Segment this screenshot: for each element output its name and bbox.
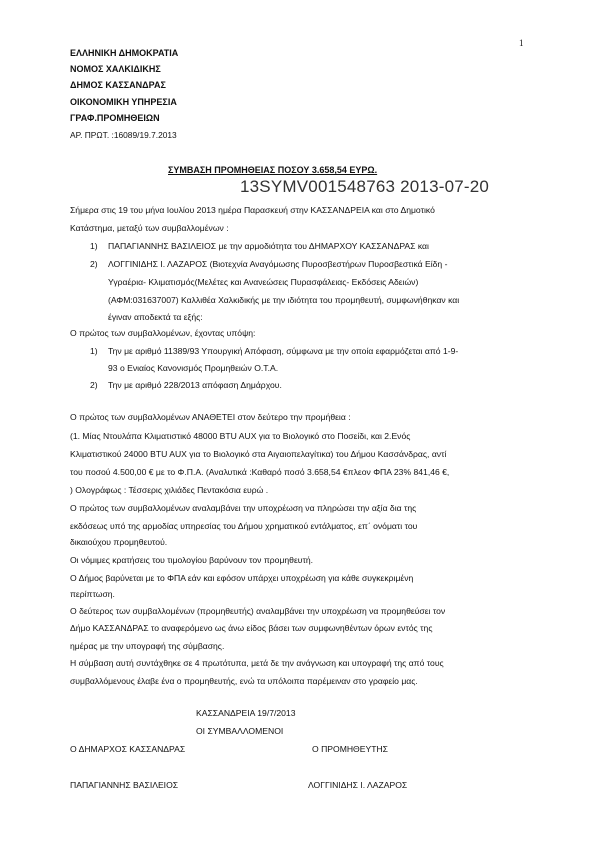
reference-1-number: 1) (90, 346, 98, 356)
signatory-left-role: Ο ΔΗΜΑΡΧΟΣ ΚΑΣΣΑΝΔΡΑΣ (70, 744, 186, 754)
header-line-4: ΟΙΚΟΝΟΜΙΚΗ ΥΠΗΡΕΣΙΑ (70, 97, 177, 107)
party-2-line-4: έγιναν αποδεκτά τα εξής: (108, 312, 203, 322)
body-line-8: δικαιούχου προμηθευτού. (70, 537, 168, 547)
body-line-14: ημέρας με την υπογραφή της σύμβασης. (70, 641, 225, 651)
party-2-number: 2) (90, 259, 98, 269)
body-line-9: Οι νόμιμες κρατήσεις του τιμολογίου βαρύνουν τον προμηθευτή. (70, 555, 314, 565)
closing-place-date: ΚΑΣΣΑΝΔΡΕΙΑ 19/7/2013 (196, 708, 296, 718)
header-line-3: ΔΗΜΟΣ ΚΑΣΣΑΝΔΡΑΣ (70, 80, 166, 90)
body-line-6: Ο πρώτος των συμβαλλομένων αναλαμβάνει την υποχρέωση να πληρώσει την αξία δια της (70, 503, 417, 513)
signatory-left-name: ΠΑΠΑΓΙΑΝΝΗΣ ΒΑΣΙΛΕΙΟΣ (70, 780, 179, 790)
header-line-2: ΝΟΜΟΣ ΧΑΛΚΙΔΙΚΗΣ (70, 64, 161, 74)
party-1-number: 1) (90, 241, 98, 251)
body-line-10: Ο Δήμος βαρύνεται με το ΦΠΑ εάν και εφόσον υπάρχει υποχρέωση για κάθε συγκεκριμένη (70, 573, 414, 583)
header-line-1: ΕΛΛΗΝΙΚΗ ΔΗΜΟΚΡΑΤΙΑ (70, 48, 179, 58)
intro-line-2: Κατάστημα, μεταξύ των συμβαλλομένων : (70, 223, 229, 233)
body-line-3: Κλιματιστικού 24000 BTU AUX για το Βιολογικό στα Αιγαιοπελαγίτικα) του Δήμου Κασσάνδρας, αντί (70, 449, 447, 459)
signatory-right-name: ΛΟΓΓΙΝΙΔΗΣ Ι. ΛΑΖΑΡΟΣ (308, 780, 408, 790)
body-line-5: ) Ολογράφως : Τέσσερις χιλιάδες Πεντακόσια ευρώ . (70, 485, 269, 495)
reference-1-line-2: 93 ο Ενιαίος Κανονισμός Προμηθειών Ο.Τ.Α. (108, 363, 279, 373)
body-line-13: Δήμο ΚΑΣΣΑΝΔΡΑΣ το αναφερόμενο ως άνω είδος βάσει των συμφωνηθέντων όρων εντός της (70, 623, 433, 633)
party-2-line-1: ΛΟΓΓΙΝΙΔΗΣ Ι. ΛΑΖΑΡΟΣ (Βιοτεχνία Αναγόμωσης Πυροσβεστήρων Πυροσβεστικά Είδη - (108, 259, 448, 269)
page-number: 1 (519, 38, 524, 48)
ada-stamp: 13SYMV001548763 2013-07-20 (240, 177, 490, 196)
header-line-5: ΓΡΑΦ.ΠΡΟΜΗΘΕΙΩΝ (70, 113, 160, 123)
protocol-number: ΑΡ. ΠΡΩΤ. :16089/19.7.2013 (70, 130, 177, 140)
body-line-16: συμβαλλόμενους έλαβε ένα ο προμηθευτής, ενώ τα υπόλοιπα παρέμειναν στο γραφείο μας. (70, 676, 418, 686)
party-2-line-3: (ΑΦΜ:031637007) Καλλιθέα Χαλκιδικής με την ιδιότητα του προμηθευτή, συμφωνήθηκαν και (108, 295, 460, 305)
signatory-right-role: Ο ΠΡΟΜΗΘΕΥΤΗΣ (312, 744, 388, 754)
body-line-15: Η σύμβαση αυτή συντάχθηκε σε 4 πρωτότυπα, μετά δε την ανάγνωση και υπογραφή της από τους (70, 658, 444, 668)
body-line-7: εκδόσεως υπό της αρμοδίας υπηρεσίας του Δήμου χρηματικού εντάλματος, επ΄ ονόματι του (70, 521, 418, 531)
body-line-12: Ο δεύτερος των συμβαλλομένων (προμηθευτής) αναλαμβάνει την υποχρέωση να προμηθεύσει τον (70, 606, 446, 616)
closing-parties-label: ΟΙ ΣΥΜΒΑΛΛΟΜΕΝΟΙ (196, 726, 284, 736)
party-2-line-2: Υγραέρια- Κλιματισμός(Μελέτες και Ανανεώσεις Πυρασφάλειας- Εκδόσεις Αδειών) (108, 277, 419, 287)
considering-line: Ο πρώτος των συμβαλλομένων, έχοντας υπόψη: (70, 328, 256, 338)
intro-line-1: Σήμερα στις 19 του μήνα Ιουλίου 2013 ημέρα Παρασκευή στην ΚΑΣΣΑΝΔΡΕΙΑ και στο Δημοτικό (70, 205, 435, 215)
reference-1-line-1: Την με αριθμό 11389/93 Υπουργική Απόφαση, σύμφωνα με την οποία εφαρμόζεται από 1-9- (108, 346, 459, 356)
body-line-2: (1. Μίας Ντουλάπα Κλιματιστικό 48000 BTU AUX για το Βιολογικό στο Ποσείδι, και 2.Ενός (70, 431, 411, 441)
reference-2-number: 2) (90, 380, 98, 390)
party-1-line-1: ΠΑΠΑΓΙΑΝΝΗΣ ΒΑΣΙΛΕΙΟΣ με την αρμοδιότητα του ΔΗΜΑΡΧΟΥ ΚΑΣΣΑΝΔΡΑΣ και (108, 241, 429, 251)
document-title: ΣΥΜΒΑΣΗ ΠΡΟΜΗΘΕΙΑΣ ΠΟΣΟΥ 3.658,54 ΕΥΡΩ. (168, 165, 378, 175)
reference-2-line-1: Την με αριθμό 228/2013 απόφαση Δημάρχου. (108, 380, 282, 390)
body-line-1: Ο πρώτος των συμβαλλομένων ΑΝΑΘΕΤΕΙ στον δεύτερο την προμήθεια : (70, 412, 351, 422)
body-line-11: περίπτωση. (70, 589, 115, 599)
body-line-4: του ποσού 4.500,00 € με το Φ.Π.Α. (Αναλυτικά :Καθαρό ποσό 3.658,54 €πλεον ΦΠΑ 23% 841,46 €, (70, 467, 450, 477)
